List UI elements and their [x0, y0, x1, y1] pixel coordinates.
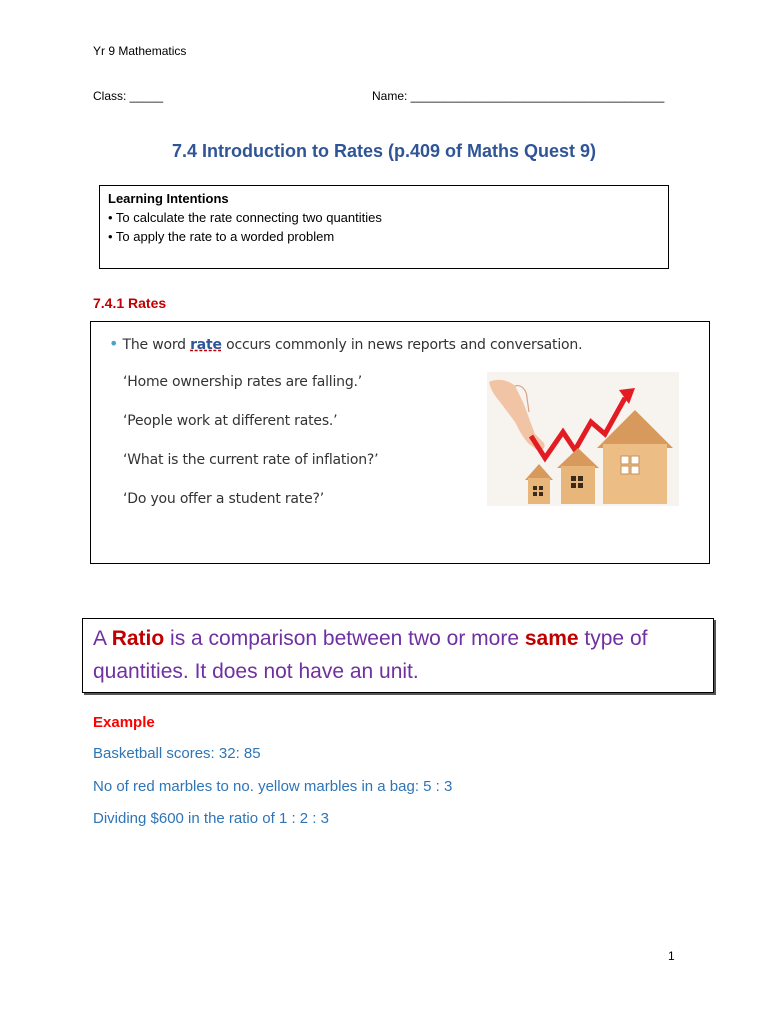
same-keyword: same	[524, 627, 579, 650]
rate-intro-line	[109, 334, 582, 353]
class-field-label: Class: _____	[93, 89, 164, 103]
learning-intentions-box	[99, 185, 669, 269]
example-line: No of red marbles to no. yellow marbles in a bag: 5 : 3	[93, 778, 453, 795]
rate-quote: ‘People work at different rates.’	[123, 413, 338, 429]
ratio-definition-text	[93, 622, 705, 688]
name-field-label: Name: ______________________________________	[372, 89, 665, 103]
page-number: 1	[668, 949, 675, 963]
ratio-definition-box	[82, 618, 714, 693]
example-line: Basketball scores: 32: 85	[93, 745, 261, 762]
rate-intro-before: The word	[122, 337, 191, 353]
ratio-def-a: A	[93, 627, 112, 650]
section-heading: 7.4.1 Rates	[93, 295, 167, 311]
rate-quote: ‘Do you offer a student rate?’	[123, 491, 324, 507]
rate-keyword: rate	[190, 337, 222, 353]
ratio-def-end: type of quantities. It does not have an unit.	[93, 627, 648, 683]
learning-intention-item: • To calculate the rate connecting two quantities	[108, 210, 382, 225]
rate-quote: ‘Home ownership rates are falling.’	[123, 374, 363, 390]
example-heading: Example	[93, 714, 155, 731]
learning-intention-item: • To apply the rate to a worded problem	[108, 229, 335, 244]
example-line: Dividing $600 in the ratio of 1 : 2 : 3	[93, 810, 329, 827]
rate-intro-after: occurs commonly in news reports and conversation.	[221, 337, 583, 353]
rate-examples-box	[90, 321, 710, 564]
ratio-keyword: Ratio	[111, 627, 165, 650]
rising-houses-illustration	[487, 372, 679, 506]
ratio-def-middle: is a comparison between two or more	[164, 627, 525, 650]
rate-quote: ‘What is the current rate of inflation?’	[123, 452, 379, 468]
learning-intentions-heading: Learning Intentions	[108, 191, 229, 206]
bullet-icon: •	[109, 334, 119, 353]
page-title: 7.4 Introduction to Rates (p.409 of Maths Quest 9)	[171, 141, 597, 161]
document-subject: Yr 9 Mathematics	[93, 44, 187, 58]
